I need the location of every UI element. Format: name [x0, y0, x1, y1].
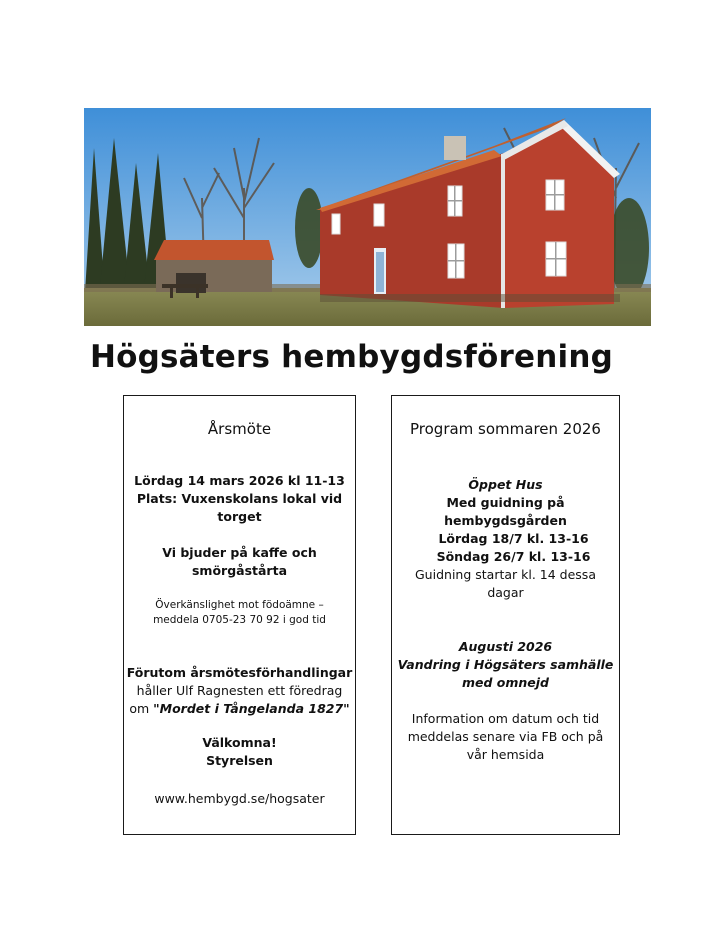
lecture-title: "Mordet i Tångelanda 1827" [153, 701, 350, 716]
page-title: Högsäters hembygdsförening [89, 339, 614, 375]
open-house-event: Öppet Hus Med guidning på hembygdsgården Lördag 18/7 kl. 13-16 Söndag 26/7 kl. 13-16 Guidning startar kl. 14 dessa dagar [415, 477, 596, 600]
website-link[interactable]: www.hembygd.se/hogsater [154, 791, 325, 806]
coffee-offer: Vi bjuder på kaffe och smörgåstårta [162, 545, 317, 578]
annual-meeting-heading: Årsmöte [207, 420, 272, 438]
meeting-program: Förutom årsmötesförhandlingar håller Ulf Ragnesten ett föredrag om "Mordet i Tångelanda 1827" [126, 665, 353, 716]
meeting-date: Lördag 14 mars 2026 kl 11-13 Plats: Vuxenskolans lokal vid torget [134, 473, 345, 524]
house-photo [84, 108, 651, 326]
allergy-note: Överkänslighet mot födoämne – meddela 0705-23 70 92 i god tid [153, 599, 326, 626]
summer-program-heading: Program sommaren 2026 [410, 420, 601, 438]
info-note: Information om datum och tid meddelas senare via FB och på vår hemsida [407, 711, 604, 762]
august-walk-event: Augusti 2026 Vandring i Högsäters samhälle med omnejd [397, 639, 614, 690]
annual-meeting-box [123, 395, 356, 835]
summer-program-box [391, 395, 620, 835]
welcome-sign: Välkomna! Styrelsen [202, 735, 277, 768]
